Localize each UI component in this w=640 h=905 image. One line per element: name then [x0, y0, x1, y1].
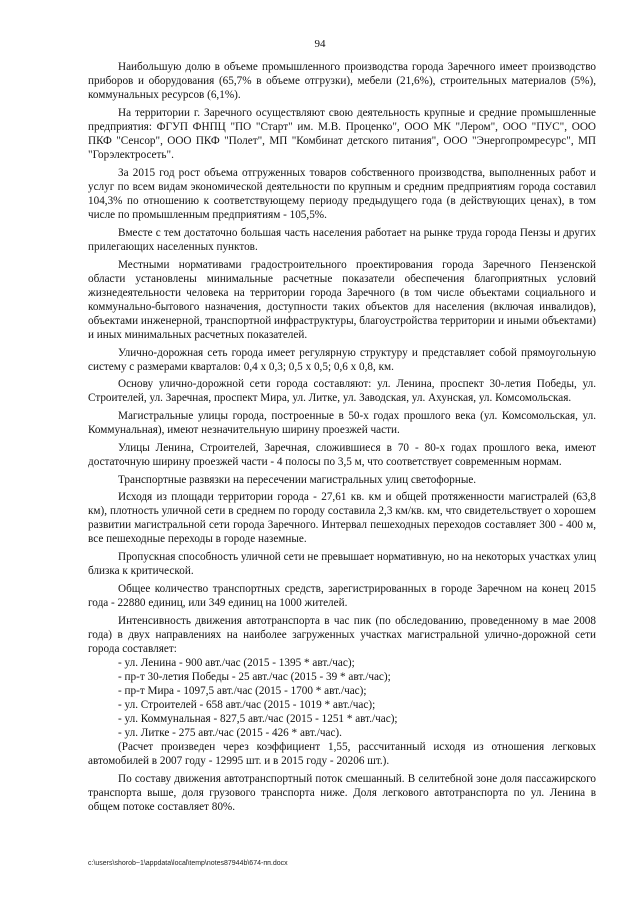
document-body — [88, 60, 596, 818]
paragraph-labor-market: Вместе с тем достаточно большая часть населения работает на рынке труда города Пензы и других прилегающих населенных пунктов. — [88, 227, 596, 253]
paragraph-main-streets: Основу улично-дорожной сети города составляют: ул. Ленина, проспект 30-летия Победы, ул. Строителей, ул. Заречная, проспект Мира, ул. Литке, ул. Заводская, ул. Ахунская, ул. Комсомольская. — [88, 378, 596, 404]
list-item: - пр-т 30-летия Победы - 25 авт./час (2015 - 39 * авт./час); — [118, 671, 391, 683]
paragraph-vehicle-count: Общее количество транспортных средств, зарегистрированных в городе Заречном на конец 2015 года - 22880 единиц, или 349 единиц на 1000 жителей. — [88, 583, 596, 609]
page-number: 94 — [314, 38, 326, 50]
paragraph-growth-2015: За 2015 год рост объема отгруженных товаров собственного производства, выполненных работ и услуг по всем видам экономической деятельности по крупным и средним предприятиям города составил 104,3% по отношению к соответствующему периоду предыдущего года (в действующих ценах), в том числе по промышленным предприятиям - 105,5%. — [88, 167, 596, 221]
paragraph-capacity: Пропускная способность уличной сети не превышает нормативную, но на некоторых участках улиц близка к критической. — [88, 551, 596, 577]
paragraph-industry-share: Наибольшую долю в объеме промышленного производства города Заречного имеет производство приборов и оборудования (65,7% в объеме отгрузки), мебели (21,6%), строительных материалов (5%), коммунальных ресурсов (6,1%). — [88, 61, 596, 101]
paragraph-arterial-streets: Магистральные улицы города, построенные в 50-х годах прошлого века (ул. Комсомольская, ул. Коммунальная), имеют незначительную ширину проезжей части. — [88, 410, 596, 436]
paragraph-junctions: Транспортные развязки на пересечении магистральных улиц светофорные. — [118, 474, 477, 486]
list-item: - ул. Ленина - 900 авт./час (2015 - 1395 * авт./час); — [118, 657, 355, 669]
file-path-footer: c:\users\shorob~1\appdata\local\temp\notes87944b\674-пп.docx — [88, 860, 288, 867]
paragraph-norms: Местными нормативами градостроительного проектирования города Заречного Пензенской области установлены минимальные расчетные показатели обеспечения благоприятных условий жизнедеятельности человека на территории города Заречного (в том числе объектами социального и коммунально-бытового назначения, доступности таких объектов для населения (включая инвалидов), объектами инженерной, транспортной инфраструктуры, благоустройства территории и иными объектами) и иных минимальных расчетных показателей. — [88, 259, 596, 341]
paragraph-enterprises: На территории г. Заречного осуществляют свою деятельность крупные и средние промышленные предприятия: ФГУП ФНПЦ "ПО "Старт" им. М.В. Проценко", ООО МК "Лером", ООО "ПУС", ООО ПКФ "Сенсор", ООО ПКФ "Полет", МП "Комбинат детского питания", ООО "Энергопромресурс", МП "Горэлектросеть". — [88, 107, 596, 161]
list-item: - ул. Коммунальная - 827,5 авт./час (2015 - 1251 * авт./час); — [118, 713, 398, 725]
list-item: - ул. Литке - 275 авт./час (2015 - 426 * авт./час). — [118, 727, 342, 739]
paragraph-traffic-intensity: Интенсивность движения автотранспорта в час пик (по обследованию, проведенному в мае 2008 года) в двух направлениях на наиболее загруженных участках магистральной улично-дорожной сети города составляет: — [88, 615, 596, 655]
paragraph-calculation-note: (Расчет произведен через коэффициент 1,55, рассчитанный исходя из отношения легковых автомобилей в 2007 году - 12995 шт. и в 2015 году - 20206 шт.). — [88, 741, 596, 767]
traffic-intensity-list — [88, 656, 596, 740]
paragraph-traffic-composition: По составу движения автотранспортный поток смешанный. В селитебной зоне доля пассажирского транспорта выше, доля грузового транспорта ниже. Доля легкового автотранспорта по ул. Ленина в общем потоке составляет 80%. — [88, 773, 596, 813]
list-item: - пр-т Мира - 1097,5 авт./час (2015 - 1700 * авт./час); — [118, 685, 367, 697]
paragraph-lane-width: Улицы Ленина, Строителей, Заречная, сложившиеся в 70 - 80-х годах прошлого века, имеют достаточную ширину проезжей части - 4 полосы по 3,5 м, что соответствует современным нормам. — [88, 442, 596, 468]
paragraph-street-structure: Улично-дорожная сеть города имеет регулярную структуру и представляет собой прямоугольную систему с размерами кварталов: 0,4 х 0,3; 0,5 х 0,5; 0,6 х 0,8, км. — [88, 347, 596, 373]
paragraph-network-density: Исходя из площади территории города - 27,61 кв. км и общей протяженности магистралей (63,8 км), плотность уличной сети в среднем по городу составила 2,3 км/кв. км, что свидетельствует о хорошем развитии магистральной сети города Заречного. Интервал пешеходных переходов составляет 300 - 400 м, все пешеходные переходы в городе наземные. — [88, 491, 596, 545]
list-item: - ул. Строителей - 658 авт./час (2015 - 1019 * авт./час); — [118, 699, 376, 711]
